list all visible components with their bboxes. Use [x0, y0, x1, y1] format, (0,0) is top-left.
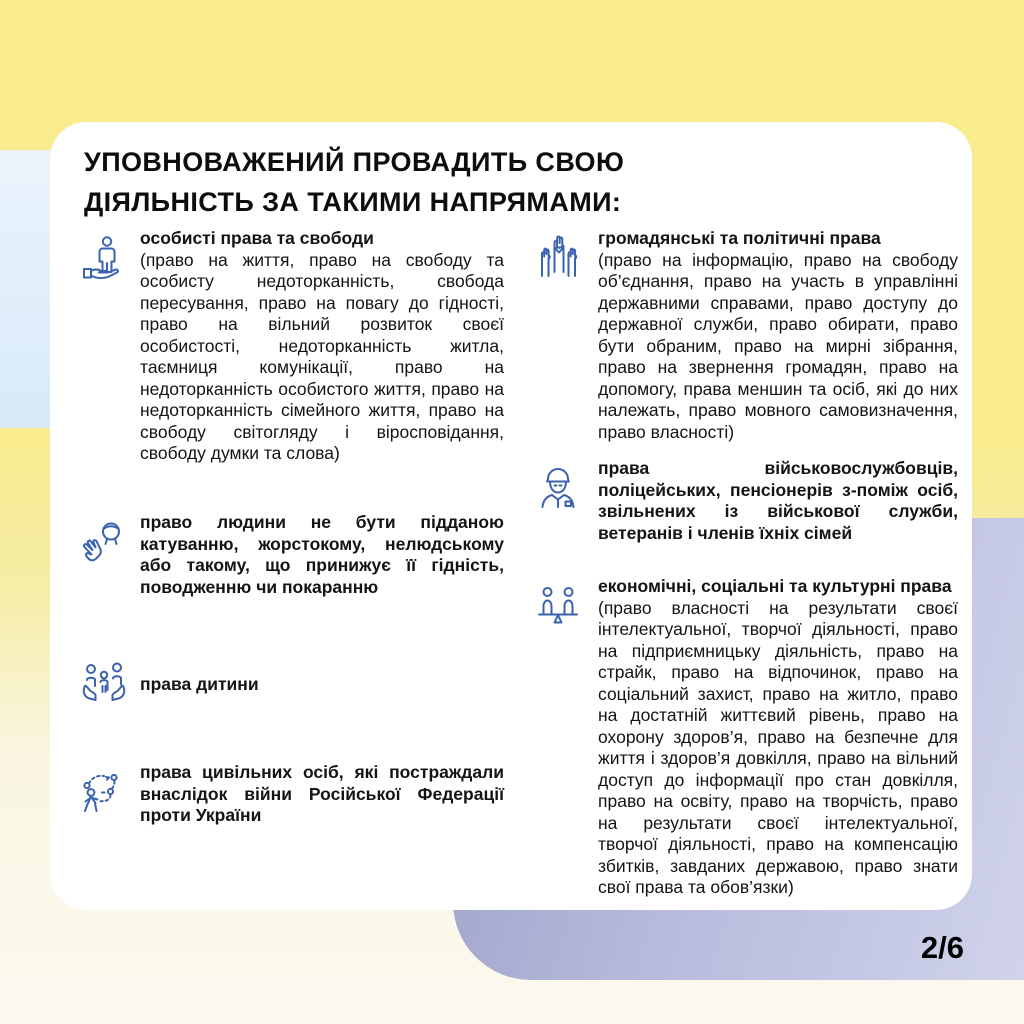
item-heading: права військовослужбовців, поліцейських, пенсіонерів з-поміж осіб, звільнених із військової служби, ветеранів і членів їхніх сімей	[598, 458, 958, 543]
item-body: (право власності на результати своєї інтелектуальної, творчої діяльності, право на підприємницьку діяльність, право на страйк, право на відпочинок, право на соціальний захист, право на житло, право на достатній життєвий рівень, право на охорону здоров’я, право на безпечне для життя і здоров’я довкілля, право на вільний доступ до інформації про стан довкілля, право на освіту, право на творчість, право на результати своєї інтелектуальної, творчої діяльності, право на компенсацію збитків, завданих державою, право знати свої права та обов’язки)	[598, 597, 958, 897]
person-in-hand-icon	[80, 234, 128, 282]
item-heading: особисті права та свободи	[140, 228, 374, 248]
list-item	[140, 228, 504, 465]
item-body: (право на інформацію, право на свободу об’єднання, право на участь в управлінні державними справами, право доступу до державної служби, право обирати, право бути обраним, право на мирні зібрання, право на звернення громадян, право на допомогу, права меншин та осіб, які до них належать, право мовного самовизначення, право власності)	[598, 249, 958, 442]
item-body: (право на життя, право на свободу та особисту недоторканність, свобода пересування, право на повагу до гідності, право на вільний розвиток своєї особистості, недоторканність житла, таємниця комунікації, право на недоторканність особистого життя, право на недоторканність сімейного життя, право на свободу світогляду і віросповідання, свободу думки та слова)	[140, 249, 504, 463]
page-title-line-1: УПОВНОВАЖЕНИЙ ПРОВАДИТЬ СВОЮ	[84, 147, 625, 177]
balance-people-icon	[534, 582, 582, 630]
item-heading: права дитини	[140, 674, 259, 694]
stop-abuse-icon	[80, 518, 128, 566]
list-item	[598, 458, 958, 544]
raised-hands-icon	[534, 234, 582, 282]
list-item	[140, 674, 504, 696]
item-heading: економічні, соціальні та культурні права	[598, 576, 952, 596]
soldier-icon	[534, 464, 582, 512]
list-item	[140, 512, 504, 598]
item-heading: право людини не бути підданою катуванню, жорстокому, нелюдському або такому, що принижує її гідність, поводженню чи покаранню	[140, 512, 504, 597]
list-item	[140, 762, 504, 827]
item-heading: громадянські та політичні права	[598, 228, 881, 248]
displaced-person-icon	[80, 768, 128, 816]
page-title	[84, 142, 624, 222]
page-title-line-2: ДІЯЛЬНІСТЬ ЗА ТАКИМИ НАПРЯМАМИ:	[84, 187, 622, 217]
item-heading: права цивільних осіб, які постраждали внаслідок війни Російської Федерації проти України	[140, 762, 504, 825]
family-in-hands-icon	[80, 660, 128, 708]
list-item	[598, 576, 958, 899]
page-number: 2/6	[920, 930, 964, 965]
list-item	[598, 228, 958, 443]
